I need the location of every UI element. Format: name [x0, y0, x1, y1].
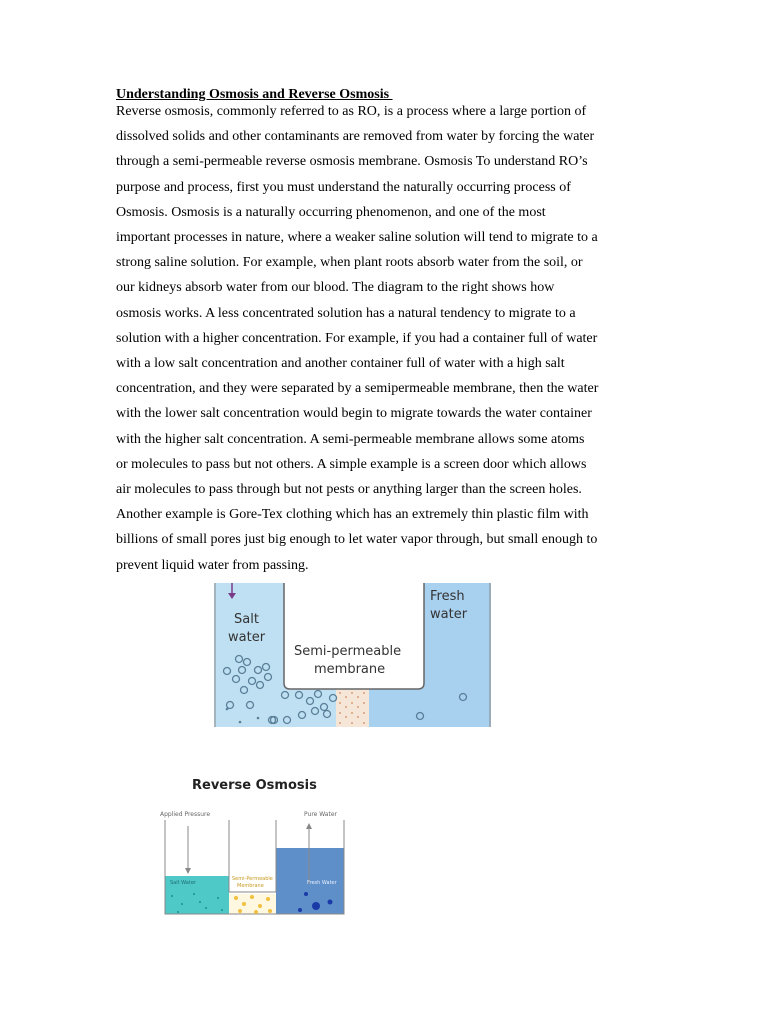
body-line: osmosis works. A less concentrated solution has a natural tendency to migrate to a — [116, 305, 576, 321]
body-line: with a low salt concentration and another container full of water with a high salt — [116, 356, 565, 371]
salt-label: Salt — [234, 612, 259, 627]
body-line: prevent liquid water from passing. — [116, 557, 309, 573]
document-title: Understanding Osmosis and Reverse Osmosis — [116, 87, 393, 102]
fresh-water-region — [424, 583, 491, 727]
membrane-label-2: membrane — [314, 662, 386, 677]
osmosis-diagram-svg — [214, 583, 491, 727]
body-line: with the lower salt concentration would begin to migrate towards the water container — [116, 406, 592, 422]
reverse-osmosis-diagram — [160, 772, 350, 917]
ro-membrane-label-2: Membrane — [237, 883, 264, 889]
salt-water-label: water — [228, 630, 266, 645]
fresh-water-label: water — [430, 607, 468, 622]
ro-membrane-label: Semi-Permeable — [232, 876, 273, 882]
body-line: or molecules to pass but not others. A simple example is a screen door which allows — [116, 456, 587, 472]
body-line: our kidneys absorb water from our blood. The diagram to the right shows how — [116, 280, 555, 296]
reverse-osmosis-diagram-svg — [160, 772, 350, 917]
ro-fresh-water-label: Fresh Water — [307, 880, 337, 886]
body-line: dissolved solids and other contaminants are removed from water by forcing the water — [116, 129, 595, 145]
reverse-osmosis-title: Reverse Osmosis — [192, 778, 317, 793]
pure-water-label: Pure Water — [304, 811, 337, 818]
body-line: air molecules to pass through but not pests or anything larger than the screen holes. — [116, 482, 582, 497]
body-line: strong saline solution. For example, when plant roots absorb water from the soil, or — [116, 255, 583, 271]
body-line: solution with a higher concentration. For example, if you had a container full of water — [116, 330, 598, 346]
body-line: concentration, and they were separated by a semipermeable membrane, then the water — [116, 381, 599, 397]
osmosis-diagram — [214, 583, 491, 727]
body-line: Reverse osmosis, commonly referred to as RO, is a process where a large portion of — [116, 104, 587, 119]
fresh-label: Fresh — [430, 589, 465, 604]
salt-water-region — [214, 583, 284, 727]
ro-salt-water-label: Salt Water — [170, 880, 196, 886]
body-line: Another example is Gore-Tex clothing which has an extremely thin plastic film with — [116, 507, 589, 523]
body-line: with the higher salt concentration. A semi-permeable membrane allows some atoms — [116, 431, 585, 447]
membrane-label: Semi-permeable — [294, 644, 402, 659]
body-line: important processes in nature, where a weaker saline solution will tend to migrate to a — [116, 230, 598, 245]
body-line: purpose and process, first you must understand the naturally occurring process of — [116, 179, 571, 195]
applied-pressure-label: Applied Pressure — [160, 811, 211, 818]
body-line: billions of small pores just big enough to let water vapor through, but small enough to — [116, 532, 598, 548]
body-line: through a semi-permeable reverse osmosis membrane. Osmosis To understand RO’s — [116, 154, 588, 170]
body-line: Osmosis. Osmosis is a naturally occurring phenomenon, and one of the most — [116, 204, 546, 220]
